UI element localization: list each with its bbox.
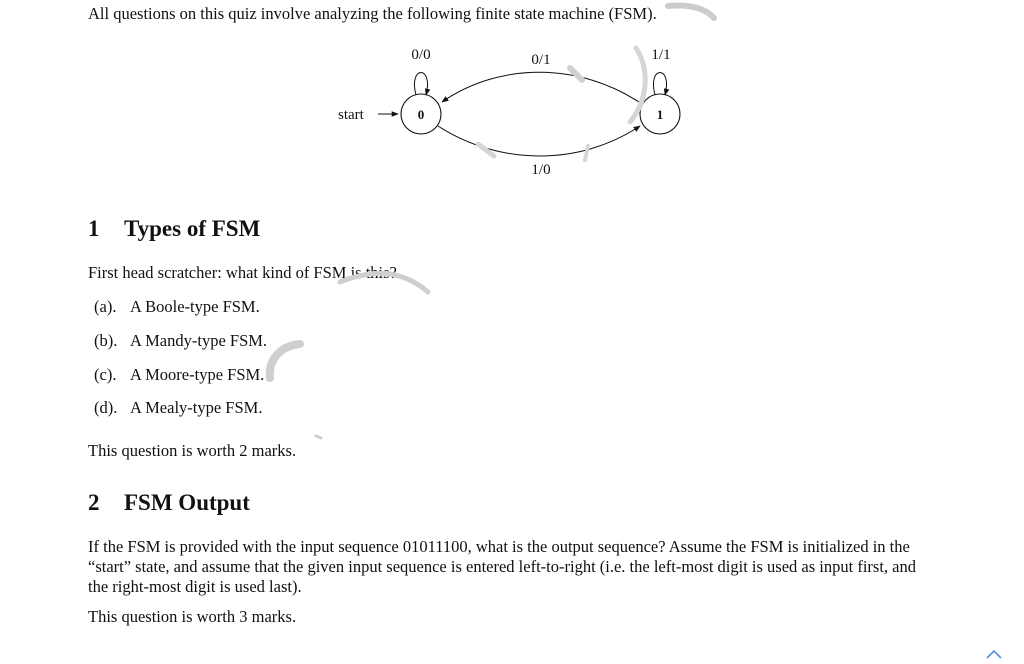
section-1-heading bbox=[88, 216, 260, 242]
option-a-text: A Boole-type FSM. bbox=[130, 297, 260, 316]
section-2-number: 2 bbox=[88, 490, 100, 515]
section-2-title: FSM Output bbox=[124, 490, 250, 515]
option-a-label: (a). bbox=[94, 297, 117, 316]
stroke-curl bbox=[270, 344, 300, 378]
option-c-label: (c). bbox=[94, 365, 117, 384]
option-a[interactable] bbox=[94, 297, 260, 317]
option-b-label: (b). bbox=[94, 331, 118, 350]
intro-text: All questions on this quiz involve analyzing the following finite state machine (FSM). bbox=[88, 4, 657, 23]
edge-1-to-0 bbox=[442, 72, 642, 104]
option-c[interactable] bbox=[94, 365, 264, 385]
state-0-label: 0 bbox=[417, 107, 425, 122]
section-2-question: If the FSM is provided with the input sequence 01011100, what is the output sequence? Assume the FSM is initialized in the “start” state, and assume that the given input sequence is entered left-to-right (i.e. the left-most digit is used as input first, and the right-most digit is used last). bbox=[88, 537, 916, 596]
section-1-question: First head scratcher: what kind of FSM is this? bbox=[88, 263, 397, 282]
edge-1-to-0-label: 0/1 bbox=[531, 52, 551, 68]
option-d-text: A Mealy-type FSM. bbox=[130, 398, 263, 417]
edge-0-to-1-label: 1/0 bbox=[531, 162, 551, 178]
edge-0-to-1 bbox=[438, 126, 640, 156]
state-1-label: 1 bbox=[656, 107, 664, 122]
start-label: start bbox=[338, 107, 364, 123]
self-loop-1-label: 1/1 bbox=[651, 47, 671, 63]
stroke-top-right bbox=[668, 6, 714, 19]
option-b[interactable] bbox=[94, 331, 267, 351]
section-1-number: 1 bbox=[88, 216, 100, 241]
section-2-heading bbox=[88, 490, 250, 516]
option-d-label: (d). bbox=[94, 398, 118, 417]
section-2-marks: This question is worth 3 marks. bbox=[88, 607, 297, 626]
scroll-up-chevron-icon[interactable] bbox=[985, 647, 1003, 661]
stroke-dot bbox=[316, 436, 321, 438]
self-loop-0 bbox=[414, 73, 427, 96]
self-loop-0-label: 0/0 bbox=[411, 47, 431, 63]
section-1-title: Types of FSM bbox=[124, 216, 261, 241]
option-c-text: A Moore-type FSM. bbox=[130, 365, 265, 384]
option-b-text: A Mandy-type FSM. bbox=[130, 331, 268, 350]
option-d[interactable] bbox=[94, 398, 262, 418]
fsm-diagram bbox=[330, 38, 710, 188]
section-1-marks: This question is worth 2 marks. bbox=[88, 441, 297, 460]
self-loop-1 bbox=[653, 73, 666, 96]
